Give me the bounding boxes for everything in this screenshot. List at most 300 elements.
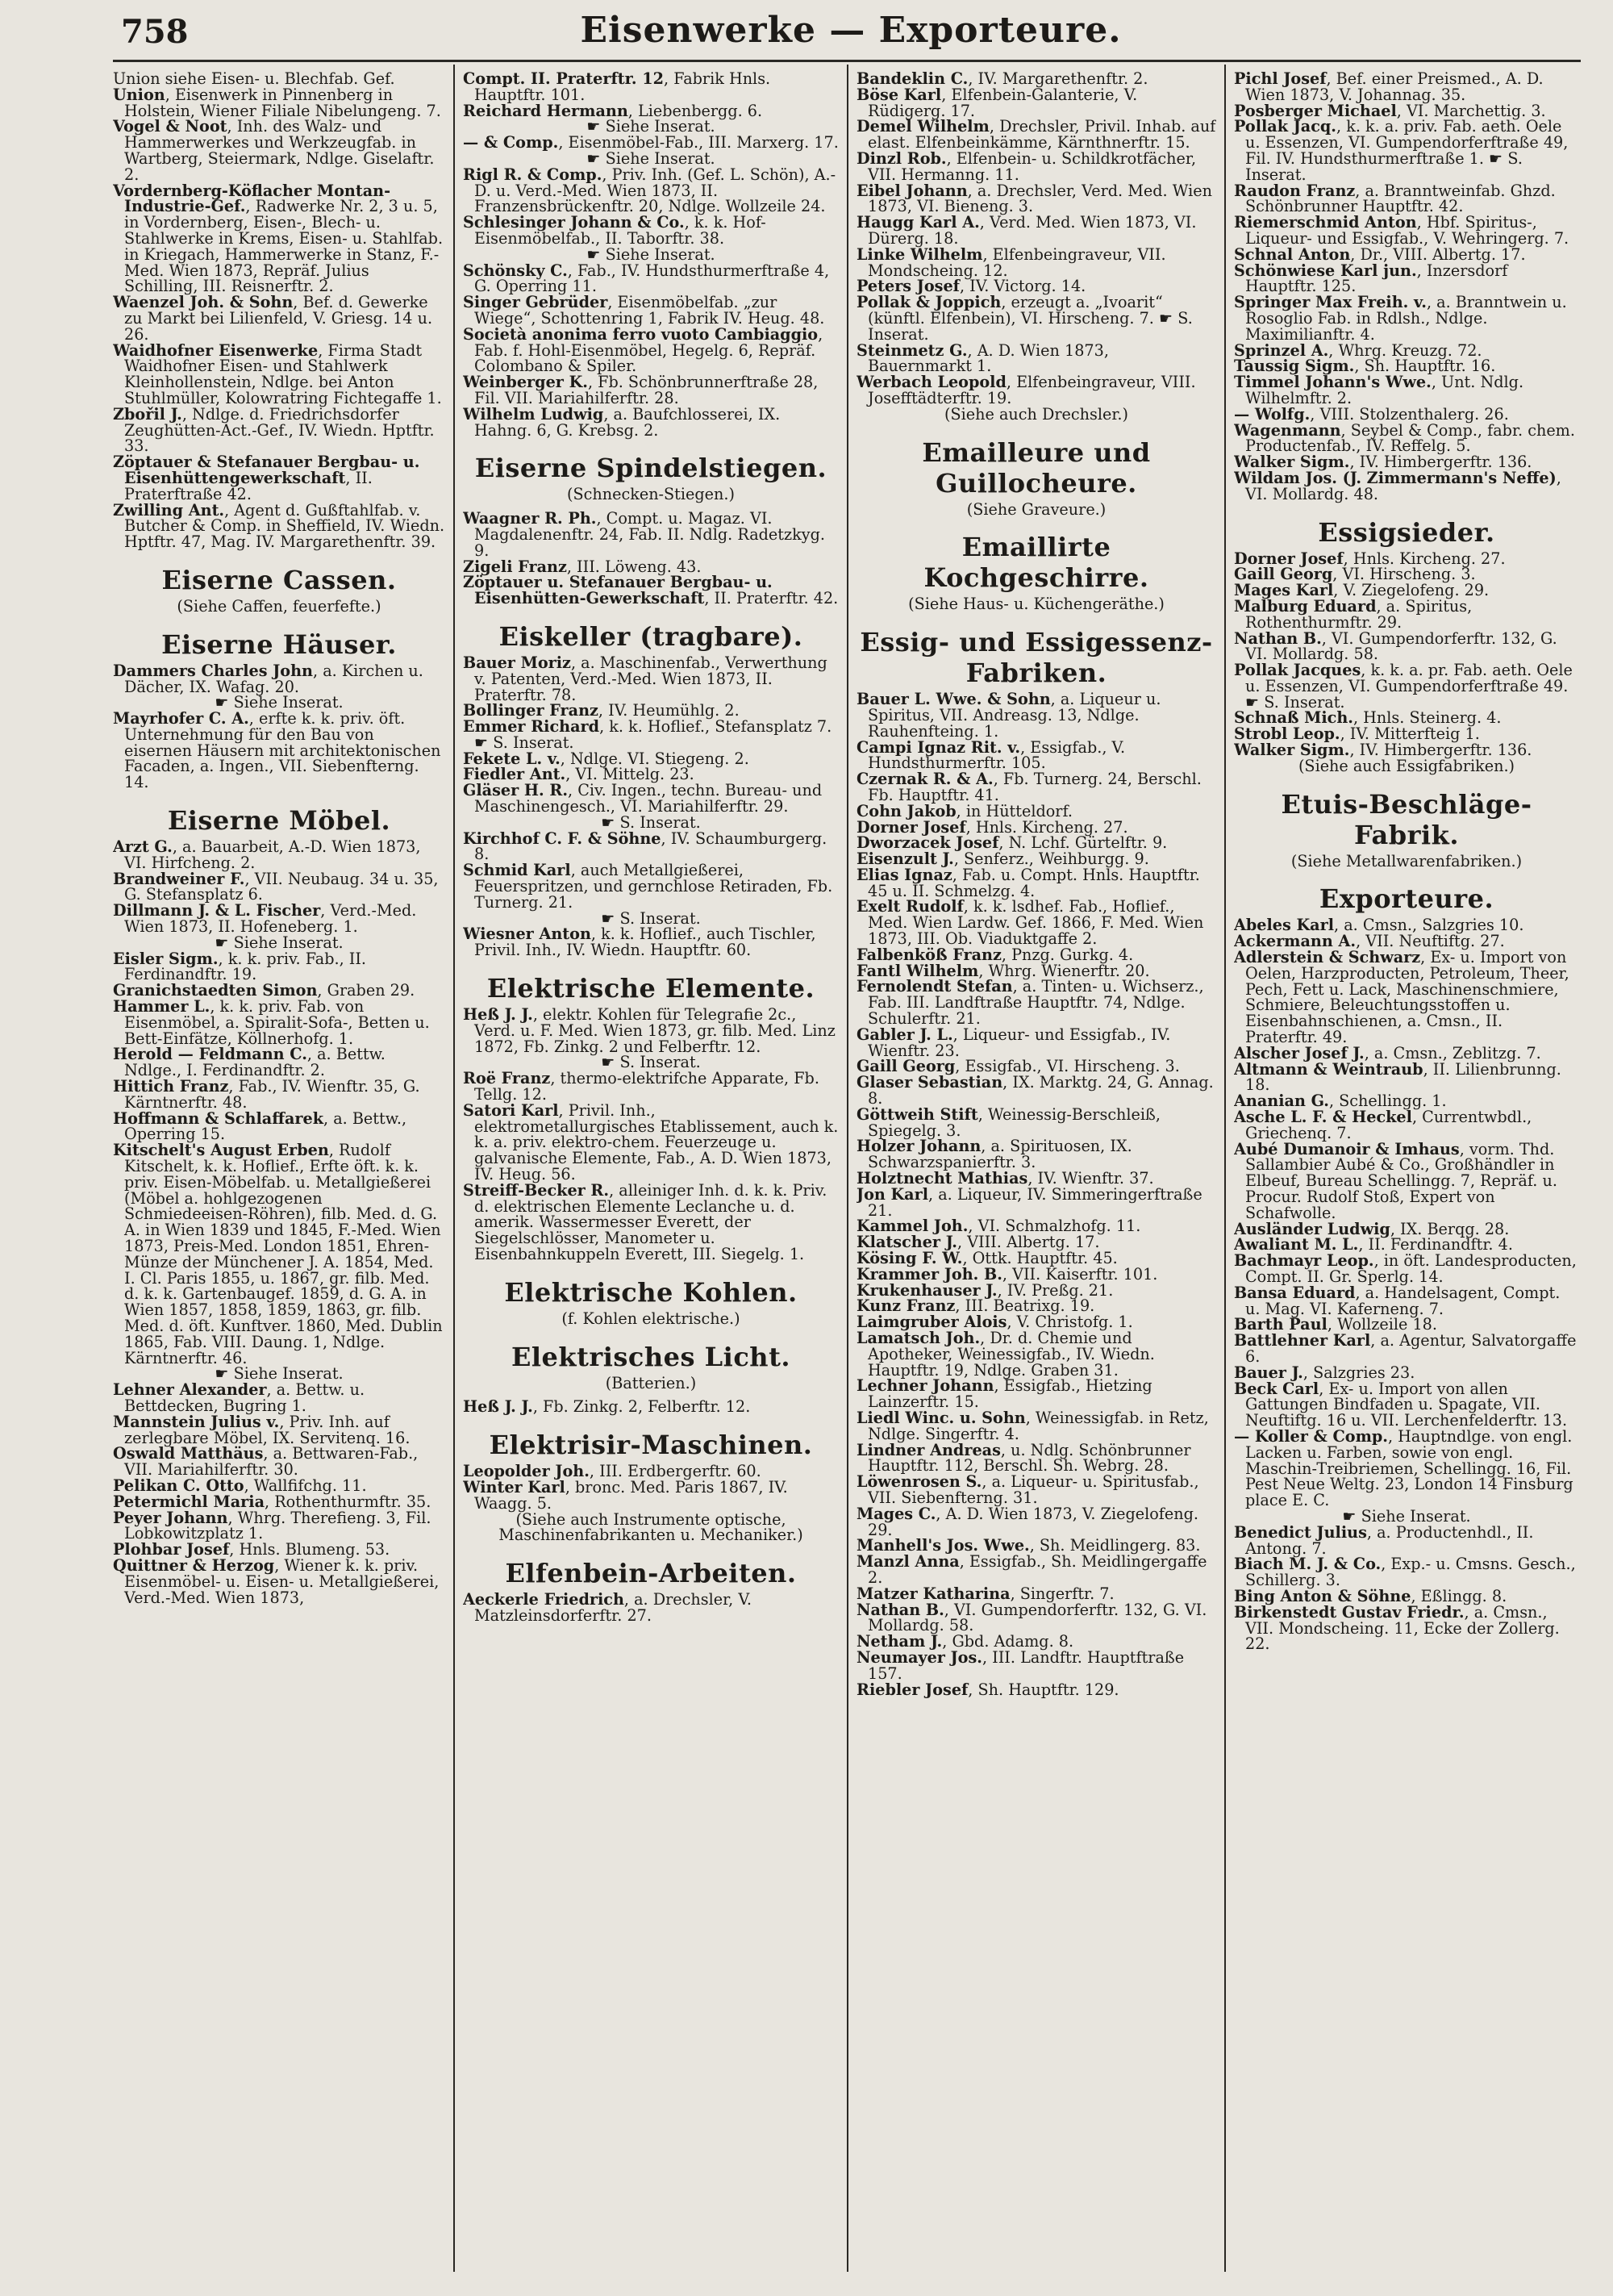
directory-entry: Dillmann J. & L. Fischer, Verd.-Med. Wien 1873, II. Hofeneberg. 1. [113, 901, 417, 937]
directory-entry: Schnaß Mich., Hnls. Steinerg. 4. [1234, 708, 1502, 728]
entry-name: Adlerstein & Schwarz [1234, 948, 1421, 967]
entry-name: Werbach Leopold [857, 373, 1007, 392]
entry-name: Singer Gebrüder [463, 293, 608, 312]
entry-name: Bauer J. [1234, 1363, 1303, 1382]
entry-name: Czernak R. & A. [857, 770, 994, 789]
directory-entry: Bollinger Franz, IV. Heumühlg. 2. [463, 701, 740, 720]
directory-entry: Waidhofner Eisenwerke, Firma Stadt Waidhofner Eisen- und Stahlwerk Kleinhollenstein, Ndlge. bei Anton Stuhlmüller, Kolowratring Fichtegaffe 1. [113, 340, 442, 407]
section-heading: Etuis-Beschläge-Fabrik. [1281, 788, 1532, 850]
entry-name: Klatscher J. [857, 1233, 957, 1252]
directory-entry: Riemerschmid Anton, Hbf. Spiritus-, Liqueur- und Essigfab., V. Wehringerg. 7. [1234, 213, 1569, 248]
entry-name: Manzl Anna [857, 1552, 960, 1572]
directory-entry: Satori Karl, Privil. Inh., elektrometallurgisches Etablissement, auch k. k. a. priv. elektro-chem. Feuerzeuge u. galvanische Elemente, Fab., A. D. Wien 1873, IV. Heug. 56. [463, 1100, 839, 1184]
cross-reference: (Siehe auch Essigfabriken.) [1298, 756, 1515, 775]
entry-name: Heß J. J. [463, 1397, 533, 1417]
see-advertisement-note: ☛ Siehe Inserat. [586, 244, 715, 264]
entry-name: Böse Karl [857, 85, 942, 104]
entry-name: Ausländer Ludwig [1234, 1219, 1390, 1238]
entry-name: Mayrhofer C. A. [113, 709, 249, 728]
section-heading: Emaillirte Kochgeschirre. [923, 532, 1149, 594]
entry-name: Bollinger Franz [463, 701, 598, 720]
cross-reference: (Siehe Caffen, feuerfefte.) [177, 596, 381, 616]
directory-entry: Dworzacek Josef, N. Lchf. Gürtelftr. 9. [857, 833, 1168, 853]
entry-name: Walker Sigm. [1234, 453, 1350, 472]
directory-entry: Asche L. F. & Heckel, Currentwbdl., Griechenq. 7. [1234, 1108, 1532, 1142]
directory-entry: Battlehner Karl, a. Agentur, Salvatorgaffe 6. [1234, 1331, 1577, 1366]
page-title: Eisenwerke — Exporteure. [580, 10, 1122, 51]
cross-reference: (Siehe auch Instrumente optische, Maschinenfabrikanten u. Mechaniker.) [498, 1509, 803, 1545]
entry-name: Zöptauer u. Stefanauer Bergbau- u. Eisenhütten-Gewerkschaft [463, 573, 773, 608]
directory-entry: Zigeli Franz, III. Löweng. 43. [463, 557, 702, 576]
see-advertisement-note: ☛ S. Inserat. [601, 812, 701, 832]
entry-name: Oswald Matthäus [113, 1444, 264, 1463]
directory-entry: Gabler J. L., Liqueur- und Essigfab., IV. Wienftr. 23. [857, 1025, 1171, 1060]
entry-name: Neumayer Jos. [857, 1647, 982, 1667]
entry-name: Kunz Franz [857, 1296, 956, 1316]
directory-entry: Riebler Josef, Sh. Hauptftr. 129. [857, 1680, 1119, 1699]
directory-entry: Exelt Rudolf, k. k. lsdhef. Fab., Hoflief., Med. Wien Lardw. Gef. 1866, F. Med. Wien 1873, III. Ob. Viaduktgaffe 2. [857, 897, 1204, 949]
directory-entry: Società anonima ferro vuoto Cambiaggio, Fab. f. Hohl-Eisenmöbel, Hegelg. 6, Repräf. Colombano & Spiler. [463, 324, 823, 376]
entry-name: Schmid Karl [463, 861, 571, 880]
entry-name: Löwenrosen S. [857, 1472, 982, 1492]
entry-name: Peyer Johann [113, 1508, 228, 1527]
entry-name: Exelt Rudolf [857, 897, 964, 916]
column-3 [857, 71, 1216, 2280]
directory-entry: Barth Paul, Wollzeile 18. [1234, 1315, 1437, 1334]
directory-entry: Rigl R. & Comp., Priv. Inh. (Gef. L. Schön), A.-D. u. Verd.-Med. Wien 1873, II. Franzensbrückenftr. 20, Ndlge. Wollzeile 24. [463, 165, 836, 216]
directory-entry: Bauer L. Wwe. & Sohn, a. Liqueur u. Spiritus, VII. Andreasg. 13, Ndlge. Rauhenfteing. 1. [857, 690, 1161, 741]
directory-entry: Abeles Karl, a. Cmsn., Salzgries 10. [1234, 916, 1524, 935]
section-heading: Exporteure. [1319, 883, 1494, 915]
directory-entry: Bandeklin C., IV. Margarethenftr. 2. [857, 71, 1148, 88]
see-advertisement-note: ☛ S. Inserat. [601, 1053, 701, 1072]
directory-entry: Walker Sigm., IV. Himbergerftr. 136. [1234, 453, 1532, 472]
page-header [121, 10, 1581, 56]
section-heading: Eiserne Cassen. [161, 564, 397, 595]
entry-name: Dinzl Rob. [857, 148, 947, 168]
entry-name: Lamatsch Joh. [857, 1329, 981, 1347]
directory-entry: Wildam Jos. (J. Zimmermann's Neffe), VI. Mollardg. 48. [1234, 468, 1561, 503]
entry-name: Lechner Johann [857, 1376, 994, 1396]
directory-entry: Mages Karl, V. Ziegelofeng. 29. [1234, 581, 1490, 600]
entry-name: Heß J. J. [463, 1005, 533, 1025]
directory-entry: Kirchhof C. F. & Söhne, IV. Schaumburgerg. 8. [463, 829, 827, 864]
entry-name: Laimgruber Alois [857, 1313, 1007, 1332]
entry-name: Arzt G. [113, 837, 173, 857]
entry-name: Timmel Johann's Wwe. [1234, 373, 1432, 392]
entry-name: Zigeli Franz [463, 557, 567, 576]
directory-entry: Jon Karl, a. Liqueur, IV. Simmeringerftraße 21. [857, 1184, 1202, 1220]
directory-entry: Gläser H. R., Civ. Ingen., techn. Bureau- und Maschinengesch., VI. Mariahilferftr. 29. [463, 781, 823, 816]
directory-entry: Netham J., Gbd. Adamg. 8. [857, 1632, 1074, 1651]
directory-entry: Union, Eisenwerk in Pinnenberg in Holstein, Wiener Filiale Nibelungeng. 7. [113, 85, 441, 120]
directory-entry: Heß J. J., elektr. Kohlen für Telegrafie 2c., Verd. u. F. Med. Wien 1873, gr. filb. Med. Linz 1872, Fb. Zinkg. 2 und Felberftr. 12. [463, 1005, 836, 1056]
directory-entry: Elias Ignaz, Fab. u. Compt. Hnls. Hauptftr. 45 u. II. Schmelzg. 4. [857, 865, 1200, 900]
column-2 [463, 71, 839, 2280]
directory-entry: Arzt G., a. Bauarbeit, A.-D. Wien 1873, VI. Hirfcheng. 2. [113, 837, 421, 872]
entry-name: Gläser H. R. [463, 781, 569, 800]
entry-name: Barth Paul [1234, 1315, 1327, 1334]
directory-entry: Vogel & Noot, Inh. des Walz- und Hammerwerkes und Werkzeugfab. in Wartberg, Steiermark, Ndlge. Giselaftr. 2. [113, 117, 435, 184]
directory-entry: Walker Sigm., IV. Himbergerftr. 136. [1234, 741, 1532, 760]
cross-reference: (Siehe Graveure.) [966, 499, 1107, 519]
directory-entry: Gaill Georg, VI. Hirscheng. 3. [1234, 565, 1476, 584]
entry-name: Cohn Jakob [857, 801, 957, 820]
entry-name: Rigl R. & Comp. [463, 165, 602, 184]
entry-name: Falbenköß Franz [857, 945, 1002, 964]
directory-entry: Kammel Joh., VI. Schmalzhofg. 11. [857, 1217, 1141, 1236]
entry-name: Bauer Moriz [463, 653, 571, 672]
cross-reference: (Siehe Haus- u. Küchengeräthe.) [908, 595, 1165, 614]
directory-entry: Strobl Leop., IV. Mitterfteig 1. [1234, 724, 1480, 744]
directory-entry: Pelikan C. Otto, Wallfifchg. 11. [113, 1476, 367, 1495]
see-advertisement-note: ☛ Siehe Inserat. [215, 693, 344, 712]
entry-name: Aubé Dumanoir & Imhaus [1234, 1139, 1460, 1158]
entry-name: Netham J. [857, 1632, 943, 1651]
directory-entry: Zöptauer & Stefanauer Bergbau- u. Eisenhüttengewerkschaft, II. Praterftraße 42. [113, 453, 420, 503]
entry-name: Pichl Josef [1234, 71, 1327, 88]
directory-entry: Dorner Josef, Hnls. Kircheng. 27. [857, 817, 1128, 837]
column-divider [1224, 65, 1226, 2272]
entry-name: Pollak Jacq. [1234, 117, 1336, 136]
directory-entry: Lehner Alexander, a. Bettw. u. Bettdecken, Bugring 1. [113, 1380, 365, 1415]
directory-entry: Leopolder Joh., III. Erdbergerftr. 60. [463, 1462, 761, 1481]
directory-entry: Plohbar Josef, Hnls. Blumeng. 53. [113, 1540, 390, 1559]
directory-entry: Hittich Franz, Fab., IV. Wienftr. 35, G. Kärntnerftr. 48. [113, 1077, 420, 1112]
directory-entry: Pollak Jacq., k. k. a. priv. Fab. aeth. Oele u. Essenzen, VI. Gumpendorferftraße 49, Fil. IV. Hundsthurmerftraße 1. ☛ S. Inserat. [1234, 117, 1569, 184]
entry-name: Biach M. J. & Co. [1234, 1555, 1382, 1574]
directory-entry: Schlesinger Johann & Co., k. k. Hof-Eisenmöbelfab., II. Taborftr. 38. [463, 213, 766, 248]
directory-entry: Raudon Franz, a. Branntweinfab. Ghzd. Schönbrunner Hauptftr. 42. [1234, 181, 1556, 216]
directory-entry: Oswald Matthäus, a. Bettwaren-Fab., VII. Mariahilferftr. 30. [113, 1444, 419, 1480]
entry-name: Zwilling Ant. [113, 500, 225, 520]
entry-name: Holzer Johann [857, 1137, 982, 1156]
cross-reference: (Siehe Metallwarenfabriken.) [1290, 851, 1523, 870]
entry-name: Reichard Hermann [463, 101, 628, 120]
directory-entry: Lamatsch Joh., Dr. d. Chemie und Apotheker, Weinessigfab., IV. Wiedn. Hauptftr. 19, Ndlge. Graben 31. [857, 1329, 1155, 1380]
column-4 [1234, 71, 1579, 2280]
entry-name: Eisler Sigm. [113, 949, 219, 968]
entry-name: Nathan B. [1234, 628, 1322, 648]
directory-entry: Bansa Eduard, a. Handelsagent, Compt. u. Mag. VI. Kaferneng. 7. [1234, 1283, 1561, 1318]
entry-name: Demel Wilhelm [857, 117, 990, 136]
see-advertisement-note: ☛ Siehe Inserat. [215, 1364, 344, 1384]
directory-entry: Peters Josef, IV. Victorg. 14. [857, 277, 1086, 296]
section-heading: Elektrische Kohlen. [504, 1276, 798, 1308]
directory-entry: Fiedler Ant., VI. Mittelg. 23. [463, 765, 694, 784]
directory-entry: Alscher Josef J., a. Cmsn., Zeblitzg. 7. [1234, 1043, 1541, 1062]
directory-entry: Fekete L. v., Ndlge. VI. Stiegeng. 2. [463, 749, 749, 768]
directory-entry: Bauer Moriz, a. Maschinenfab., Verwerthung v. Patenten, Verd.-Med. Wien 1873, II. Praterftr. 78. [463, 653, 827, 704]
entry-name: Asche L. F. & Heckel [1234, 1108, 1412, 1127]
entry-name: Winter Karl [463, 1477, 565, 1497]
entry-name: — & Comp. [463, 133, 559, 152]
entry-name: Brandweiner F. [113, 869, 245, 888]
directory-entry: Kösing F. W., Ottk. Hauptftr. 45. [857, 1249, 1118, 1268]
entry-name: Gabler J. L. [857, 1025, 953, 1044]
directory-entry: Malburg Eduard, a. Spiritus, Rothenthurmftr. 29. [1234, 596, 1473, 632]
page-number: 758 [121, 13, 189, 51]
section-heading: Eiserne Möbel. [167, 805, 391, 837]
directory-entry: Krukenhauser J., IV. Preßg. 21. [857, 1280, 1114, 1300]
directory-entry: Adlerstein & Schwarz, Ex- u. Import von Oelen, Harzproducten, Petroleum, Theer, Pech, Fett u. Lack, Maschinenschmiere, Schmiere, Beleuchtungsstoffen u. Eisenbahnschienen, a. Cmsn., II. Praterftr. 49. [1234, 948, 1569, 1047]
entry-name: Kitschelt's August Erben [113, 1141, 329, 1160]
entry-name: Holztnecht Mathias [857, 1169, 1028, 1188]
entry-name: Vogel & Noot [113, 117, 227, 136]
directory-entry: Winter Karl, bronc. Med. Paris 1867, IV. Waagg. 5. [463, 1477, 788, 1513]
directory-entry: Peyer Johann, Whrg. Therefieng. 3, Fil. Lobkowitzplatz 1. [113, 1508, 431, 1543]
directory-entry: Benedict Julius, a. Productenhdl., II. Antong. 7. [1234, 1522, 1534, 1558]
directory-entry: Kunz Franz, III. Beatrixg. 19. [857, 1296, 1095, 1316]
directory-entry: Ananian G., Schellingg. 1. [1234, 1092, 1447, 1111]
entry-name: Jon Karl [857, 1184, 929, 1204]
entry-name: Herold — Feldmann C. [113, 1045, 307, 1064]
directory-entry: Roë Franz, thermo-elektrifche Apparate, Fb. Tellg. 12. [463, 1069, 819, 1104]
directory-entry: Steinmetz G., A. D. Wien 1873, Bauernmarkt 1. [857, 340, 1109, 376]
directory-entry: Linke Wilhelm, Elfenbeingraveur, VII. Mondscheing. 12. [857, 244, 1166, 280]
entry-name: Dammers Charles John [113, 661, 313, 680]
see-advertisement-note: ☛ Siehe Inserat. [586, 148, 715, 168]
entry-name: Schlesinger Johann & Co. [463, 213, 685, 232]
entry-name: Compt. II. Praterftr. 12 [463, 71, 664, 88]
entry-name: Linke Wilhelm [857, 244, 983, 264]
directory-entry: Löwenrosen S., a. Liqueur- u. Spiritusfab., VII. Siebenfterng. 31. [857, 1472, 1199, 1507]
entry-name: Waenzel Joh. & Sohn [113, 293, 294, 312]
column-divider [453, 65, 455, 2272]
entry-name: Schönwiese Karl jun. [1234, 261, 1417, 280]
directory-entry: Pollak Jacques, k. k. a. pr. Fab. aeth. Oele u. Essenzen, VI. Gumpendorferftraße 49. ☛ S. Inserat. [1234, 661, 1573, 712]
see-advertisement-note: ☛ Siehe Inserat. [215, 933, 344, 952]
entry-name: — Koller & Comp. [1234, 1426, 1388, 1446]
directory-entry: Union siehe Eisen- u. Blechfab. Gef. [113, 71, 395, 88]
directory-entry: Schnal Anton, Dr., VIII. Albertg. 17. [1234, 244, 1526, 264]
directory-entry: Petermichl Maria, Rothenthurmftr. 35. [113, 1492, 431, 1511]
directory-entry: Aubé Dumanoir & Imhaus, vorm. Thd. Sallambier Aubé & Co., Großhändler in Elbeuf, Bureau Schellingg. 7, Repräf. u. Procur. Rudolf Stoß, Expert von Schafwolle. [1234, 1139, 1557, 1222]
section-heading: Eiserne Spindelstiegen. [474, 453, 827, 484]
directory-entry: Dammers Charles John, a. Kirchen u. Dächer, IX. Wafag. 20. [113, 661, 423, 696]
directory-entry: Waenzel Joh. & Sohn, Bef. d. Gewerke zu Markt bei Lilienfeld, V. Griesg. 14 u. 26. [113, 293, 433, 344]
entry-name: Wiesner Anton [463, 925, 591, 944]
entry-name: Riemerschmid Anton [1234, 213, 1417, 232]
entry-name: Lindner Andreas [857, 1440, 1001, 1459]
entry-name: Aeckerle Friedrich [463, 1590, 624, 1609]
directory-entry: Nathan B., VI. Gumpendorferftr. 132, G. VI. Mollardg. 58. [1234, 628, 1557, 664]
directory-entry: Emmer Richard, k. k. Hoflief., Stefansplatz 7. ☛ S. Inserat. [463, 717, 832, 752]
entry-name: Gaill Georg [857, 1057, 956, 1076]
entry-name: Wilhelm Ludwig [463, 404, 604, 424]
directory-entry: Taussig Sigm., Sh. Hauptftr. 16. [1234, 357, 1496, 376]
entry-name: Dworzacek Josef [857, 833, 999, 853]
directory-entry: Bing Anton & Söhne, Eßlingg. 8. [1234, 1586, 1507, 1605]
entry-name: Birkenstedt Gustav Friedr. [1234, 1602, 1465, 1622]
directory-entry: — Koller & Comp., Hauptndlge. von engl. Lacken u. Farben, sowie von engl. Maschin-Treibriemen, Schellingg. 16, Fil. Pest Neue Weltg. 23, London 14 Finsburg place E. C. [1234, 1426, 1573, 1510]
entry-name: Weinberger K. [463, 373, 588, 392]
directory-entry: Laimgruber Alois, V. Christofg. 1. [857, 1313, 1133, 1332]
entry-name: Streiff-Becker R. [463, 1180, 610, 1200]
entry-name: Fiedler Ant. [463, 765, 566, 784]
entry-name: Peters Josef [857, 277, 960, 296]
directory-entry: Hoffmann & Schlaffarek, a. Bettw., Operring 15. [113, 1108, 407, 1144]
entry-name: Waidhofner Eisenwerke [113, 340, 319, 360]
entry-name: Sprinzel A. [1234, 340, 1329, 360]
directory-entry: Bachmayr Leop., in öft. Landesproducten, Compt. II. Gr. Sperlg. 14. [1234, 1251, 1577, 1286]
directory-entry: Vordernberg-Köflacher Montan-Industrie-Gef., Radwerke Nr. 2, 3 u. 5, in Vordernberg, Eisen-, Blech- u. Stahlwerke in Krems, Eisen- u. Stahlfab. in Kriegach, Hammerwerke in Stanz, F.-Med. Wien 1873, Repräf. Julius Schilling, III. Reisnerftr. 2. [113, 181, 444, 296]
entry-name: Walker Sigm. [1234, 741, 1350, 760]
directory-entry: Sprinzel A., Whrg. Kreuzg. 72. [1234, 340, 1482, 360]
entry-name: Eisenzult J. [857, 850, 954, 869]
section-heading: Essigsieder. [1318, 516, 1495, 548]
entry-name: Dorner Josef [857, 817, 966, 837]
directory-entry: Granichstaedten Simon, Graben 29. [113, 981, 415, 1000]
entry-name: Gaill Georg [1234, 565, 1333, 584]
directory-entry: Manhell's Jos. Wwe., Sh. Meidlingerg. 83. [857, 1536, 1201, 1555]
entry-name: Vordernberg-Köflacher Montan-Industrie-Gef. [113, 181, 391, 216]
directory-entry: Streiff-Becker R., alleiniger Inh. d. k. k. Priv. d. elektrischen Elemente Leclanche u. d. amerik. Wassermesser Everett, der Siegelschlösser, Manometer u. Eisenbahnkuppeln Everett, III. Siegelg. 1. [463, 1180, 827, 1263]
entry-name: Mages Karl [1234, 581, 1334, 600]
entry-name: Matzer Katharina [857, 1584, 1011, 1603]
entry-name: Glaser Sebastian [857, 1073, 1003, 1092]
entry-name: Pollak Jacques [1234, 661, 1361, 680]
directory-entry: Waagner R. Ph., Compt. u. Magaz. VI. Magdalenenftr. 24, Fab. II. Ndlg. Radetzkyg. 9. [463, 509, 825, 560]
entry-name: Ackermann A. [1234, 932, 1357, 951]
section-heading: Elektrisches Licht. [511, 1341, 790, 1372]
entry-name: Awaliant M. L. [1234, 1235, 1359, 1254]
directory-entry: Mayrhofer C. A., erfte k. k. priv. öft. Unternehmung für den Bau von eisernen Häusern mit architektonischen Facaden, a. Ingen., VII. Siebenfterng. 14. [113, 709, 441, 792]
entry-name: Nathan B. [857, 1600, 944, 1619]
directory-entry: Awaliant M. L., II. Ferdinandftr. 4. [1234, 1235, 1513, 1254]
directory-entry: Eisler Sigm., k. k. priv. Fab., II. Ferdinandftr. 19. [113, 949, 367, 984]
entry-name: Krukenhauser J. [857, 1280, 998, 1300]
directory-entry: Fernolendt Stefan, a. Tinten- u. Wichserz., Fab. III. Landftraße Hauptftr. 74, Ndlge. Schulerftr. 21. [857, 977, 1204, 1029]
entry-name: Wagenmann [1234, 420, 1341, 440]
directory-entry: — & Comp., Eisenmöbel-Fab., III. Marxerg. 17. [463, 133, 839, 152]
entry-name: Haugg Karl A. [857, 213, 980, 232]
entry-name: Bauer L. Wwe. & Sohn [857, 690, 1051, 709]
directory-entry: Demel Wilhelm, Drechsler, Privil. Inhab. auf elast. Elfenbeinkämme, Kärnthnerftr. 15. [857, 117, 1216, 152]
directory-entry: Holztnecht Mathias, IV. Wienftr. 37. [857, 1169, 1154, 1188]
entry-name: Springer Max Freih. v. [1234, 293, 1427, 312]
entry-name: Göttweih Stift [857, 1104, 978, 1124]
section-heading: Elfenbein-Arbeiten. [505, 1558, 797, 1589]
entry-name: Petermichl Maria [113, 1492, 265, 1511]
entry-name: Ananian G. [1234, 1092, 1329, 1111]
directory-entry: Bauer J., Salzgries 23. [1234, 1363, 1415, 1382]
directory-entry: Mannstein Julius v., Priv. Inh. auf zerlegbare Möbel, IX. Servitenq. 16. [113, 1412, 411, 1447]
see-advertisement-note: ☛ S. Inserat. [601, 908, 701, 928]
cross-reference: (Batterien.) [605, 1373, 697, 1392]
entry-name: Manhell's Jos. Wwe. [857, 1536, 1030, 1555]
directory-entry: Böse Karl, Elfenbein-Galanterie, V. Rüdigerg. 17. [857, 85, 1138, 120]
directory-entry: Eisenzult J., Senferz., Weihburgg. 9. [857, 850, 1149, 869]
entry-name: Liedl Winc. u. Sohn [857, 1408, 1026, 1427]
entry-name: Plohbar Josef [113, 1540, 230, 1559]
entry-name: Fernolendt Stefan [857, 977, 1013, 996]
section-heading: Elektrische Elemente. [486, 973, 815, 1004]
entry-name: Benedict Julius [1234, 1522, 1367, 1542]
directory-entry: Wilhelm Ludwig, a. Baufchlosserei, IX. Hahng. 6, G. Krebsg. 2. [463, 404, 781, 440]
directory-entry: Eibel Johann, a. Drechsler, Verd. Med. Wien 1873, VI. Bieneng. 3. [857, 181, 1212, 216]
entry-name: Alscher Josef J. [1234, 1043, 1365, 1062]
entry-name: Fantl Wilhelm [857, 961, 979, 980]
directory-entry: Wagenmann, Seybel & Comp., fabr. chem. Productenfab., IV. Reffelg. 5. [1234, 420, 1575, 456]
directory-entry: Dorner Josef, Hnls. Kircheng. 27. [1234, 549, 1506, 568]
directory-entry: Dinzl Rob., Elfenbein- u. Schildkrotfächer, VII. Hermanng. 11. [857, 148, 1197, 184]
directory-entry: Compt. II. Praterftr. 12, Fabrik Hnls. Hauptftr. 101. [463, 71, 771, 104]
entry-name: Kirchhof C. F. & Söhne [463, 829, 661, 848]
directory-entry: Göttweih Stift, Weinessig-Berschleiß, Spiegelg. 3. [857, 1104, 1161, 1140]
entry-name: Hammer L. [113, 997, 210, 1017]
directory-entry: Gaill Georg, Essigfab., VI. Hirscheng. 3. [857, 1057, 1180, 1076]
entry-name: Lehner Alexander [113, 1380, 267, 1400]
directory-entry: Czernak R. & A., Fb. Turnerg. 24, Berschl. Fb. Hauptftr. 41. [857, 770, 1202, 804]
directory-entry: Werbach Leopold, Elfenbeingraveur, VIII. Josefftädterftr. 19. [857, 373, 1196, 407]
see-advertisement-note: ☛ Siehe Inserat. [1342, 1506, 1471, 1526]
entry-name: Fekete L. v. [463, 749, 561, 768]
cross-reference: (Siehe auch Drechsler.) [944, 404, 1128, 424]
section-heading: Emailleure und Guillocheure. [922, 436, 1151, 499]
entry-name: Steinmetz G. [857, 340, 968, 360]
entry-name: Satori Karl [463, 1100, 559, 1120]
entry-name: Eibel Johann [857, 181, 968, 200]
directory-entry: Zöptauer u. Stefanauer Bergbau- u. Eisenhütten-Gewerkschaft, II. Praterftr. 42. [463, 573, 839, 608]
entry-name: Abeles Karl [1234, 916, 1334, 935]
directory-entry: Zbořil J., Ndlge. d. Friedrichsdorfer Zeughütten-Act.-Gef., IV. Wiedn. Hptftr. 33. [113, 404, 435, 456]
entry-name: Pollak & Joppich [857, 293, 1002, 312]
cross-reference: (Schnecken-Stiegen.) [567, 485, 735, 504]
directory-entry: Nathan B., VI. Gumpendorferftr. 132, G. VI. Mollardg. 58. [857, 1600, 1207, 1635]
entry-name: — Wolfg. [1234, 404, 1311, 424]
directory-entry: Heß J. J., Fb. Zinkg. 2, Felberftr. 12. [463, 1397, 751, 1417]
directory-entry: Quittner & Herzog, Wiener k. k. priv. Eisenmöbel- u. Eisen- u. Metallgießerei, Verd.-Med. Wien 1873, [113, 1555, 440, 1607]
column-divider [847, 65, 848, 2272]
directory-entry: Timmel Johann's Wwe., Unt. Ndlg. Wilhelmftr. 2. [1234, 373, 1524, 407]
directory-entry: Neumayer Jos., III. Landftr. Hauptftraße 157. [857, 1647, 1185, 1683]
directory-entry: Pollak & Joppich, erzeugt a. „Ivoarit“ (künftl. Elfenbein), VI. Hirscheng. 7. ☛ S. Inserat. [857, 293, 1193, 344]
directory-entry: Herold — Feldmann C., a. Bettw. Ndlge., I. Ferdinandftr. 2. [113, 1045, 386, 1080]
directory-entry: Campi Ignaz Rit. v., Essigfab., V. Hundsthurmerftr. 105. [857, 737, 1126, 773]
cross-reference: (f. Kohlen elektrische.) [561, 1309, 740, 1328]
directory-entry: Reichard Hermann, Liebenbergg. 6. [463, 101, 763, 120]
entry-name: Waagner R. Ph. [463, 509, 597, 528]
entry-name: Bing Anton & Söhne [1234, 1586, 1411, 1605]
directory-entry: Pichl Josef, Bef. einer Preismed., A. D. Wien 1873, V. Johannag. 35. [1234, 71, 1544, 104]
column-1 [113, 71, 445, 2280]
entry-name: Zbořil J. [113, 404, 182, 424]
entry-name: Schnal Anton [1234, 244, 1351, 264]
entry-name: Mages C. [857, 1504, 936, 1523]
directory-entry: Posberger Michael, VI. Marchettig. 3. [1234, 101, 1546, 120]
directory-entry: Aeckerle Friedrich, a. Drechsler, V. Matzleinsdorferftr. 27. [463, 1590, 752, 1625]
entry-name: Posberger Michael [1234, 101, 1397, 120]
entry-name: Zöptauer & Stefanauer Bergbau- u. Eisenhüttengewerkschaft [113, 453, 420, 487]
entry-name: Società anonima ferro vuoto Cambiaggio [463, 324, 819, 344]
directory-entry: Springer Max Freih. v., a. Branntwein u. Rosoglio Fab. in Rdlsh., Ndlge. Maximilianftr. 4. [1234, 293, 1567, 344]
entry-name: Hittich Franz [113, 1077, 229, 1096]
entry-name: Malburg Eduard [1234, 596, 1377, 616]
directory-entry: Glaser Sebastian, IX. Marktg. 24, G. Annag. 8. [857, 1073, 1214, 1108]
directory-entry: Beck Carl, Ex- u. Import von allen Gattungen Bindfaden u. Spagate, VII. Neuftiftg. 16 u. VII. Lerchenfelderftr. 13. [1234, 1379, 1568, 1430]
entry-name: Altmann & Weintraub [1234, 1059, 1423, 1079]
section-heading: Eiskeller (tragbare). [498, 620, 803, 652]
entry-name: Hoffmann & Schlaffarek [113, 1108, 323, 1128]
directory-entry: Zwilling Ant., Agent d. Gußftahlfab. v. Butcher & Comp. in Sheffield, IV. Wiedn. Hptftr. 47, Mag. IV. Margarethenftr. 39. [113, 500, 445, 552]
entry-name: Mannstein Julius v. [113, 1412, 280, 1431]
directory-entry: Biach M. J. & Co., Exp.- u. Cmsns. Gesch., Schillerg. 3. [1234, 1555, 1576, 1590]
directory-entry: Matzer Katharina, Singerftr. 7. [857, 1584, 1115, 1603]
directory-entry: Lindner Andreas, u. Ndlg. Schönbrunner Hauptftr. 112, Berschl. Sh. Webrg. 28. [857, 1440, 1191, 1476]
entry-name: Raudon Franz [1234, 181, 1356, 200]
entry-name: Krammer Joh. B. [857, 1264, 1002, 1284]
